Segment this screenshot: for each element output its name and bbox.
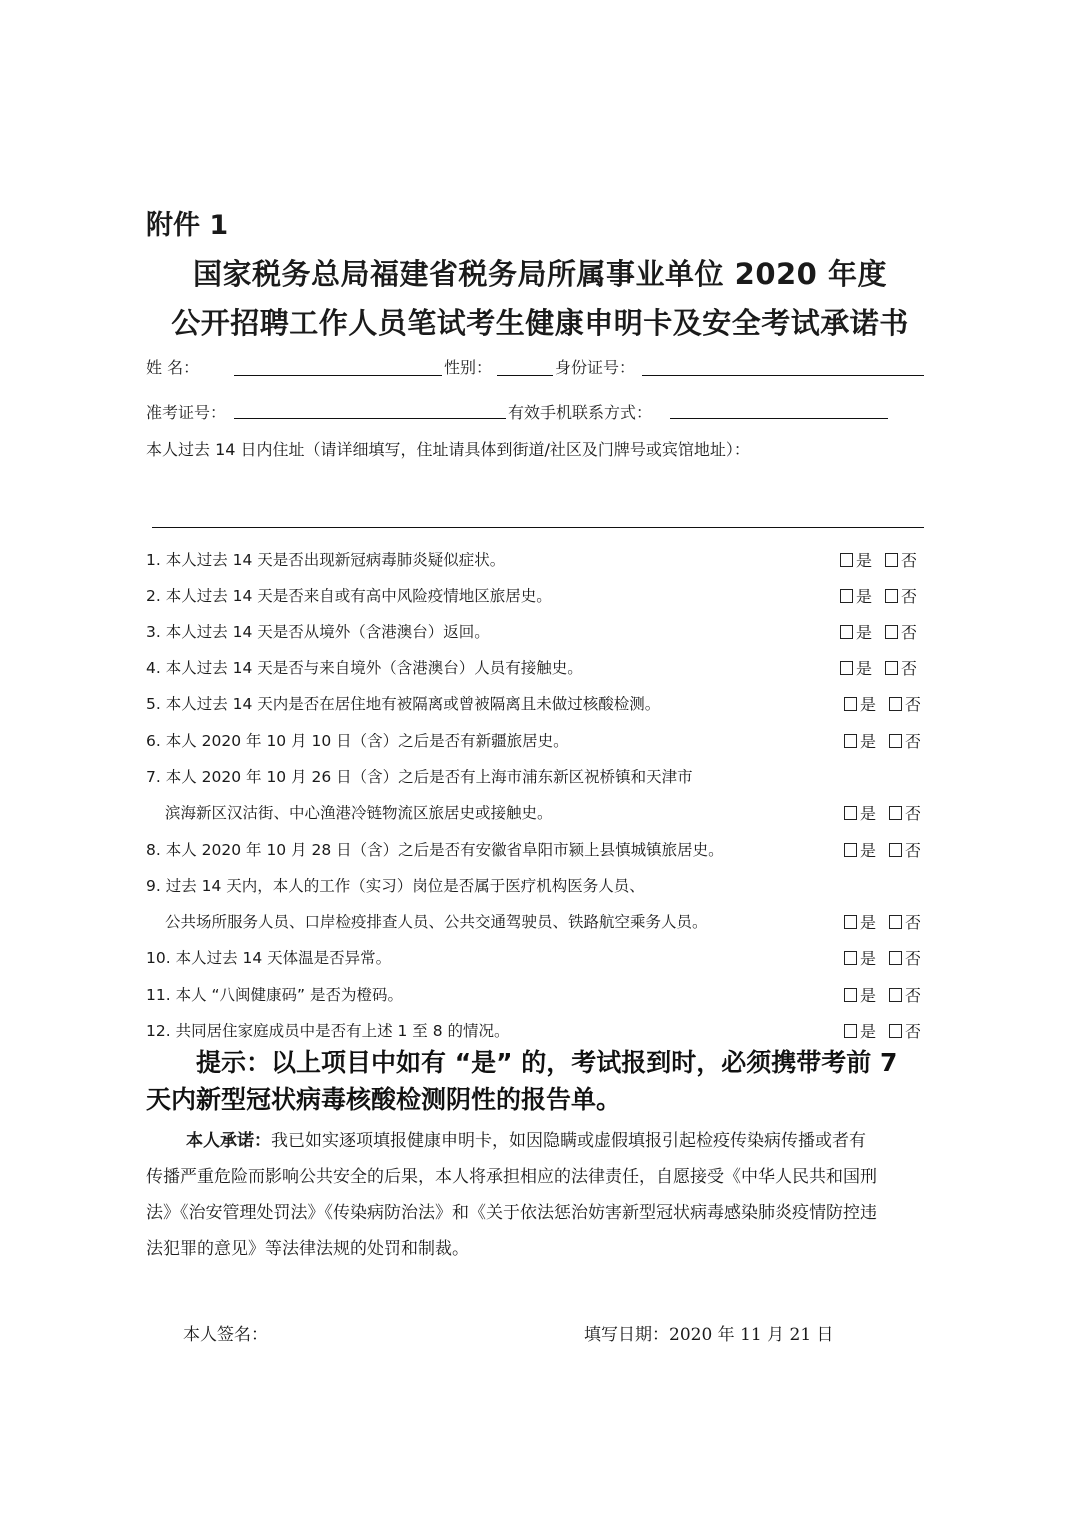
yes-no-choice [844,729,921,752]
yes-no-choice [844,1019,921,1042]
question-text: 3. 本人过去 14 天是否从境外（含港澳台）返回。 [146,623,490,641]
yes-checkbox[interactable] [844,915,857,929]
no-label: 否 [901,551,918,570]
question-text-continued: 滨海新区汉沽街、中心渔港冷链物流区旅居史或接触史。 [165,804,553,822]
yes-label: 是 [860,695,877,714]
yes-no-choice [840,548,917,571]
yes-no-choice [844,983,921,1006]
yes-checkbox[interactable] [844,734,857,748]
no-checkbox[interactable] [889,843,902,857]
yes-no-choice [844,946,921,969]
no-label: 否 [905,695,922,714]
no-checkbox[interactable] [885,553,898,567]
question-text: 10. 本人过去 14 天体温是否异常。 [146,949,392,967]
no-label: 否 [901,587,918,606]
question-text: 7. 本人 2020 年 10 月 26 日（含）之后是否有上海市浦东新区祝桥镇和天津市 [146,768,693,786]
question-text: 1. 本人过去 14 天是否出现新冠病毒肺炎疑似症状。 [146,551,506,569]
no-label: 否 [905,732,922,751]
question-text: 12. 共同居住家庭成员中是否有上述 1 至 8 的情况。 [146,1022,510,1040]
yes-checkbox[interactable] [844,843,857,857]
signature-label: 本人签名： [183,1325,268,1345]
no-checkbox[interactable] [889,697,902,711]
no-label: 否 [905,949,922,968]
yes-label: 是 [856,623,873,642]
question-text: 5. 本人过去 14 天内是否在居住地有被隔离或曾被隔离且未做过核酸检测。 [146,695,661,713]
promise-label: 本人承诺： [186,1131,271,1151]
no-label: 否 [901,659,918,678]
promise-line-2: 传播严重危险而影响公共安全的后果，本人将承担相应的法律责任，自愿接受《中华人民共和国刑 [146,1167,877,1187]
yes-label: 是 [856,659,873,678]
yes-checkbox[interactable] [840,625,853,639]
yes-no-choice [844,692,921,715]
gender-label: 性别： [444,358,493,377]
no-checkbox[interactable] [889,951,902,965]
yes-label: 是 [860,732,877,751]
no-label: 否 [901,623,918,642]
yes-label: 是 [856,587,873,606]
hint-line-1: 提示：以上项目中如有 “是” 的，考试报到时，必须携带考前 7 [196,1048,898,1077]
form-title-line-2: 公开招聘工作人员笔试考生健康申明卡及安全考试承诺书 [171,306,909,340]
question-text: 2. 本人过去 14 天是否来自或有高中风险疫情地区旅居史。 [146,587,552,605]
fill-date: 填写日期：2020 年 11 月 21 日 [584,1325,834,1345]
name-label: 姓 名： [146,358,200,377]
yes-label: 是 [860,841,877,860]
yes-label: 是 [860,986,877,1005]
yes-label: 是 [860,949,877,968]
yes-no-choice [840,656,917,679]
no-checkbox[interactable] [889,915,902,929]
yes-label: 是 [860,1022,877,1041]
exam-number-label: 准考证号： [146,403,227,422]
question-text: 11. 本人 “八闽健康码” 是否为橙码。 [146,986,403,1004]
no-checkbox[interactable] [889,734,902,748]
promise-line-1 [186,1126,866,1151]
yes-checkbox[interactable] [844,806,857,820]
phone-label: 有效手机联系方式： [508,403,653,422]
phone-field[interactable] [670,418,888,419]
question-text: 8. 本人 2020 年 10 月 28 日（含）之后是否有安徽省阜阳市颍上县慎城镇旅居史。 [146,841,724,859]
exam-number-field[interactable] [234,418,506,419]
question-text: 9. 过去 14 天内，本人的工作（实习）岗位是否属于医疗机构医务人员、 [146,877,645,895]
question-text: 4. 本人过去 14 天是否与来自境外（含港澳台）人员有接触史。 [146,659,583,677]
no-checkbox[interactable] [885,589,898,603]
yes-no-choice [840,620,917,643]
promise-line-4: 法犯罪的意见》等法律法规的处罚和制裁。 [146,1239,469,1259]
hint-line-2: 天内新型冠状病毒核酸检测阴性的报告单。 [146,1085,622,1114]
name-field[interactable] [234,375,442,376]
gender-field[interactable] [497,375,553,376]
no-checkbox[interactable] [885,661,898,675]
yes-checkbox[interactable] [840,553,853,567]
yes-label: 是 [856,551,873,570]
yes-no-choice [844,801,921,824]
yes-checkbox[interactable] [840,661,853,675]
no-checkbox[interactable] [889,1024,902,1038]
attachment-label: 附件 1 [146,210,229,241]
no-checkbox[interactable] [885,625,898,639]
yes-no-choice [844,838,921,861]
yes-checkbox[interactable] [844,988,857,1002]
no-checkbox[interactable] [889,988,902,1002]
promise-text-1: 我已如实逐项填报健康申明卡，如因隐瞒或虚假填报引起检疫传染病传播或者有 [271,1131,866,1151]
yes-no-choice [844,910,921,933]
yes-label: 是 [860,913,877,932]
question-text-continued: 公共场所服务人员、口岸检疫排查人员、公共交通驾驶员、铁路航空乘务人员。 [165,913,708,931]
yes-no-choice [840,584,917,607]
no-checkbox[interactable] [889,806,902,820]
promise-line-3: 法》《治安管理处罚法》《传染病防治法》和《关于依法惩治妨害新型冠状病毒感染肺炎疫情防控违 [146,1203,877,1223]
no-label: 否 [905,1022,922,1041]
no-label: 否 [905,841,922,860]
question-text: 6. 本人 2020 年 10 月 10 日（含）之后是否有新疆旅居史。 [146,732,569,750]
no-label: 否 [905,986,922,1005]
id-number-label: 身份证号： [555,358,636,377]
id-number-field[interactable] [642,375,924,376]
yes-checkbox[interactable] [844,951,857,965]
yes-label: 是 [860,804,877,823]
no-label: 否 [905,913,922,932]
address-label: 本人过去 14 日内住址（请详细填写，住址请具体到街道/社区及门牌号或宾馆地址）： [146,440,750,459]
yes-checkbox[interactable] [844,1024,857,1038]
yes-checkbox[interactable] [844,697,857,711]
form-title-line-1: 国家税务总局福建省税务局所属事业单位 2020 年度 [193,257,887,291]
yes-checkbox[interactable] [840,589,853,603]
no-label: 否 [905,804,922,823]
address-field[interactable] [152,527,924,528]
